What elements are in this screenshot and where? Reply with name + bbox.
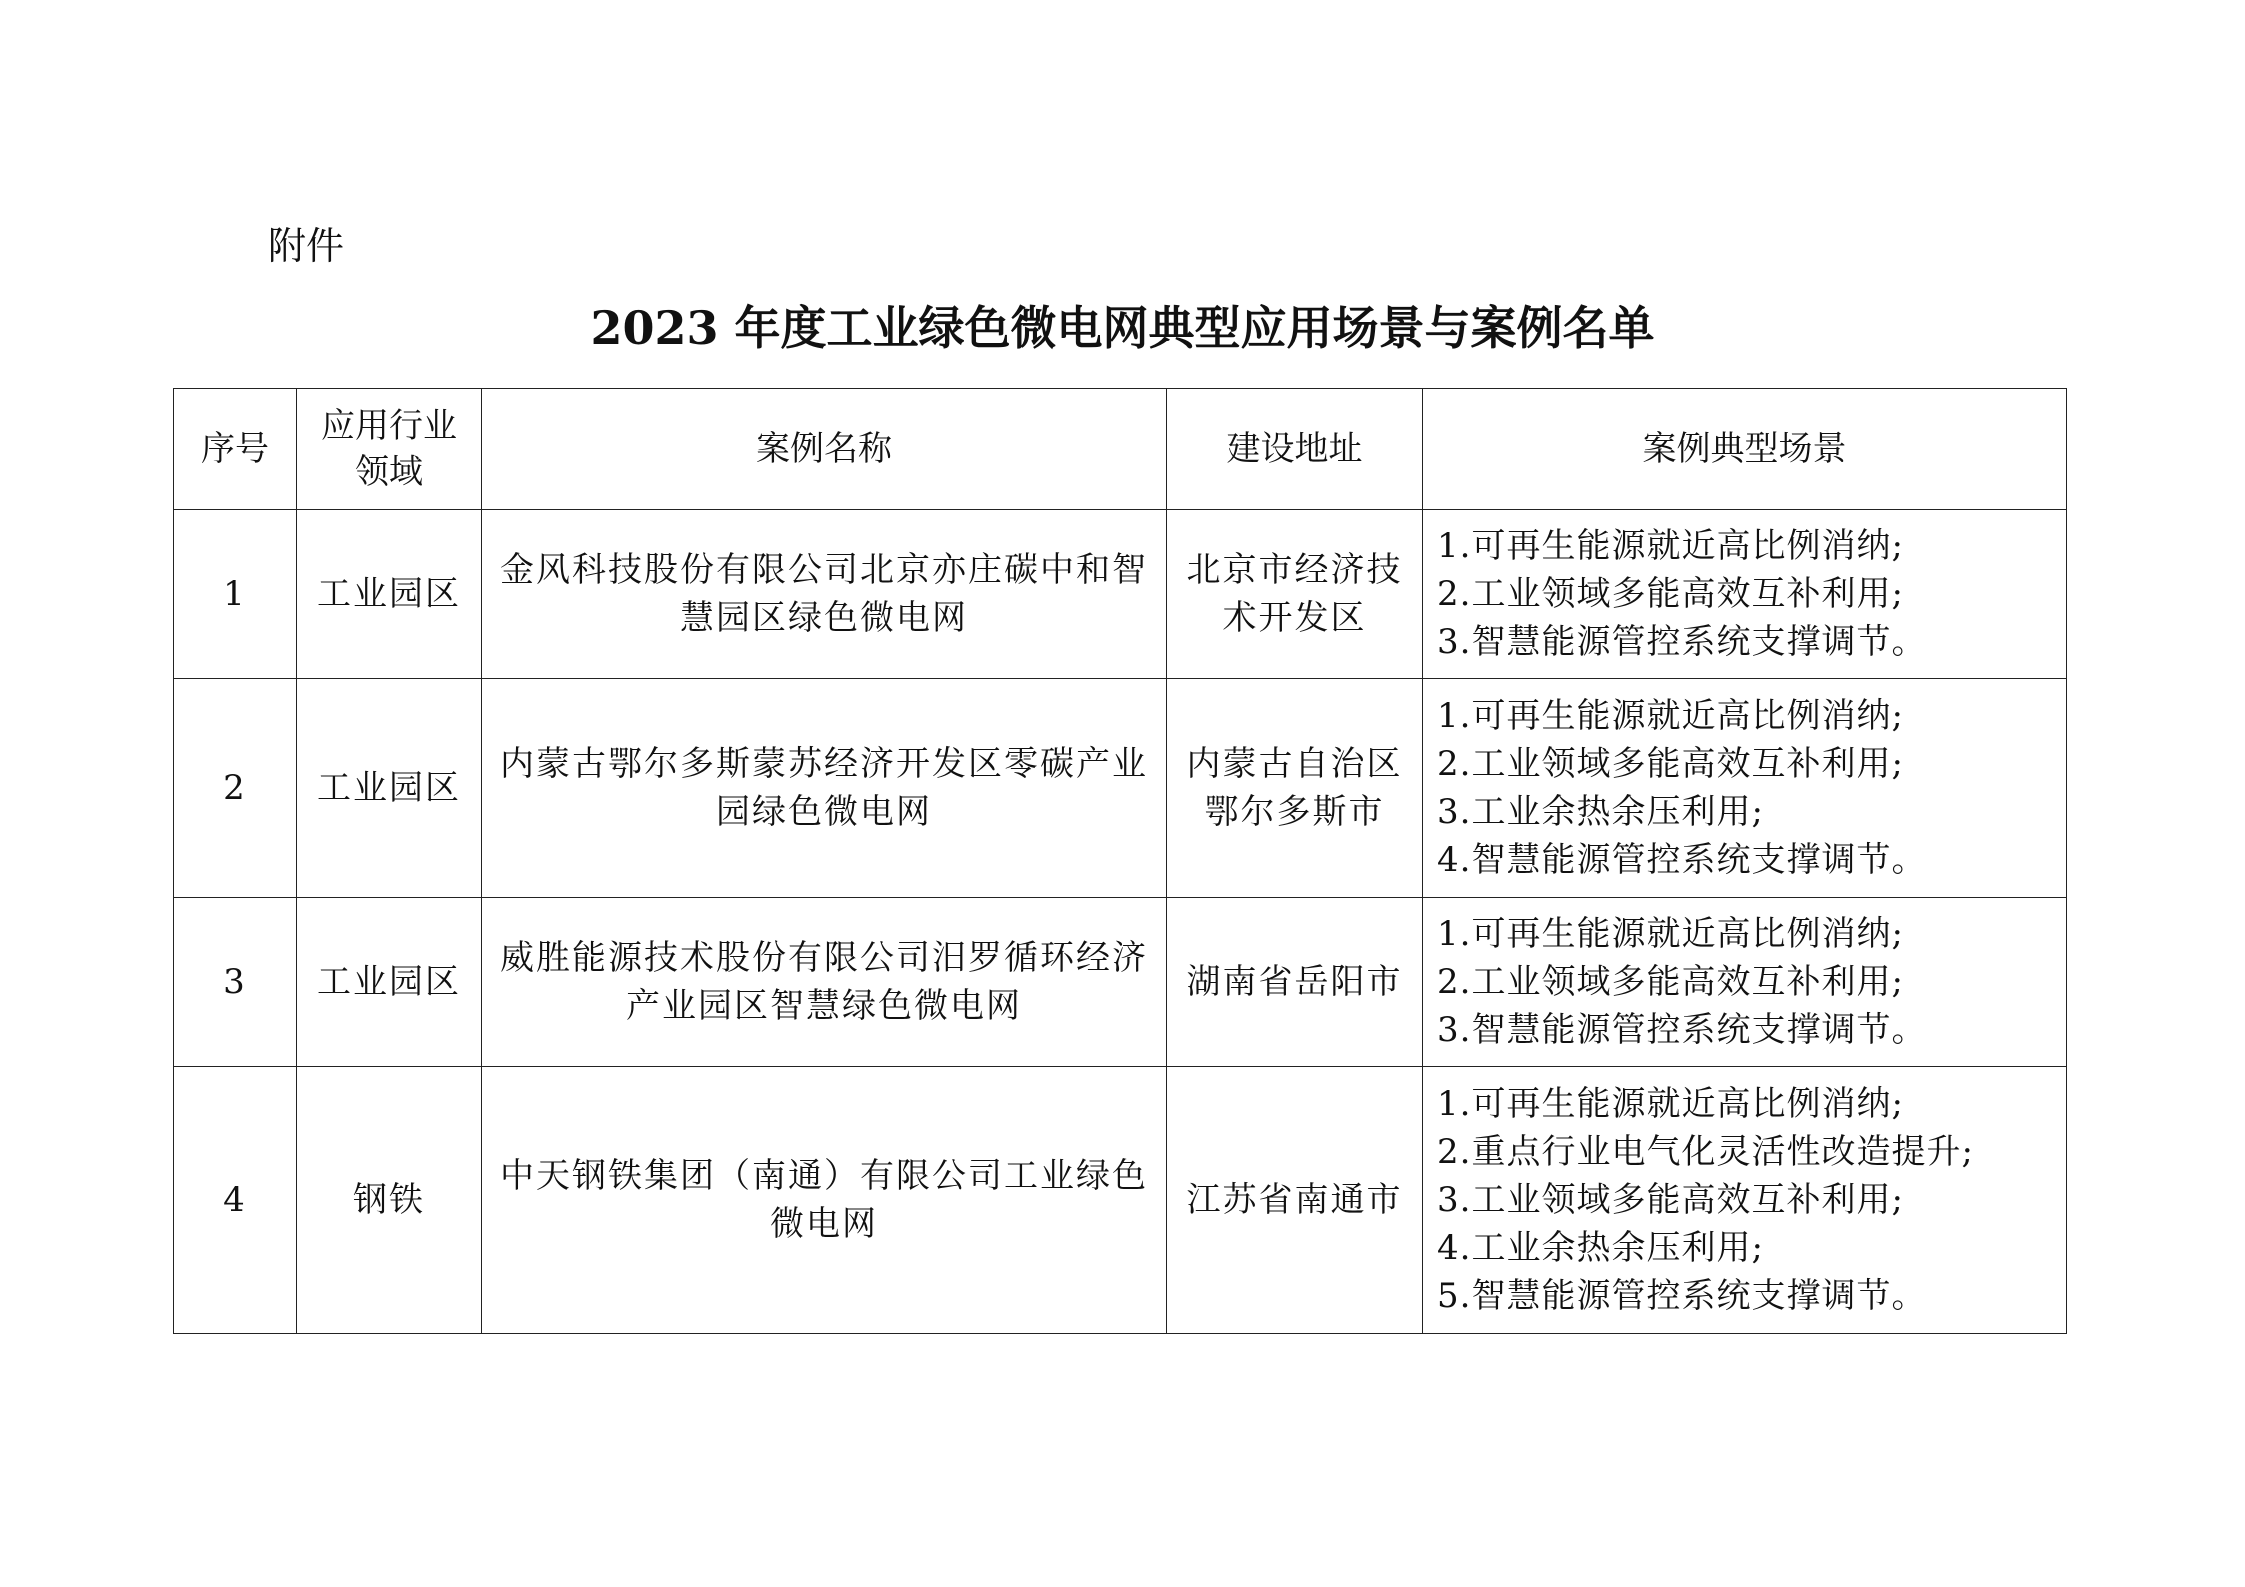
header-industry: 应用行业领域 — [297, 389, 482, 510]
cell-industry: 工业园区 — [297, 898, 482, 1067]
header-location: 建设地址 — [1167, 389, 1423, 510]
header-case-name: 案例名称 — [482, 389, 1167, 510]
cell-industry: 钢铁 — [297, 1067, 482, 1334]
table-header-row — [174, 389, 2067, 510]
scene-item: 2.工业领域多能高效互补利用; — [1437, 744, 1904, 784]
cell-index: 3 — [174, 898, 297, 1067]
case-list-table — [173, 388, 2067, 1334]
header-scenes: 案例典型场景 — [1423, 389, 2067, 510]
cell-index: 1 — [174, 510, 297, 679]
scene-item: 1.可再生能源就近高比例消纳; — [1437, 1084, 1904, 1124]
cell-industry: 工业园区 — [297, 510, 482, 679]
table-row — [174, 898, 2067, 1067]
cell-location: 内蒙古自治区鄂尔多斯市 — [1167, 679, 1423, 898]
cell-location: 江苏省南通市 — [1167, 1067, 1423, 1334]
scene-item: 2.工业领域多能高效互补利用; — [1437, 962, 1904, 1002]
cell-index: 2 — [174, 679, 297, 898]
table-row — [174, 510, 2067, 679]
cell-scenes — [1423, 679, 2067, 898]
scene-item: 2.重点行业电气化灵活性改造提升; — [1437, 1132, 1974, 1172]
cell-industry: 工业园区 — [297, 679, 482, 898]
cell-scenes — [1423, 898, 2067, 1067]
scene-item: 1.可再生能源就近高比例消纳; — [1437, 696, 1904, 736]
scene-item: 3.智慧能源管控系统支撑调节。 — [1437, 1010, 1927, 1050]
header-index: 序号 — [174, 389, 297, 510]
cell-case-name: 内蒙古鄂尔多斯蒙苏经济开发区零碳产业园绿色微电网 — [482, 679, 1167, 898]
scene-item: 1.可再生能源就近高比例消纳; — [1437, 526, 1904, 566]
scene-item: 1.可再生能源就近高比例消纳; — [1437, 914, 1904, 954]
cell-location: 湖南省岳阳市 — [1167, 898, 1423, 1067]
cell-location: 北京市经济技术开发区 — [1167, 510, 1423, 679]
cell-case-name: 威胜能源技术股份有限公司汨罗循环经济产业园区智慧绿色微电网 — [482, 898, 1167, 1067]
table-row — [174, 679, 2067, 898]
table-row — [174, 1067, 2067, 1334]
scene-item: 3.工业领域多能高效互补利用; — [1437, 1180, 1904, 1220]
scene-item: 3.智慧能源管控系统支撑调节。 — [1437, 622, 1927, 662]
cell-index: 4 — [174, 1067, 297, 1334]
scene-item: 3.工业余热余压利用; — [1437, 792, 1764, 832]
document-title: 2023 年度工业绿色微电网典型应用场景与案例名单 — [590, 301, 1655, 355]
scene-item: 2.工业领域多能高效互补利用; — [1437, 574, 1904, 614]
attachment-label: 附件 — [268, 224, 345, 268]
scene-item: 5.智慧能源管控系统支撑调节。 — [1437, 1276, 1927, 1316]
cell-scenes — [1423, 1067, 2067, 1334]
scene-item: 4.工业余热余压利用; — [1437, 1228, 1764, 1268]
cell-scenes — [1423, 510, 2067, 679]
cell-case-name: 金风科技股份有限公司北京亦庄碳中和智慧园区绿色微电网 — [482, 510, 1167, 679]
cell-case-name: 中天钢铁集团（南通）有限公司工业绿色微电网 — [482, 1067, 1167, 1334]
scene-item: 4.智慧能源管控系统支撑调节。 — [1437, 840, 1927, 880]
